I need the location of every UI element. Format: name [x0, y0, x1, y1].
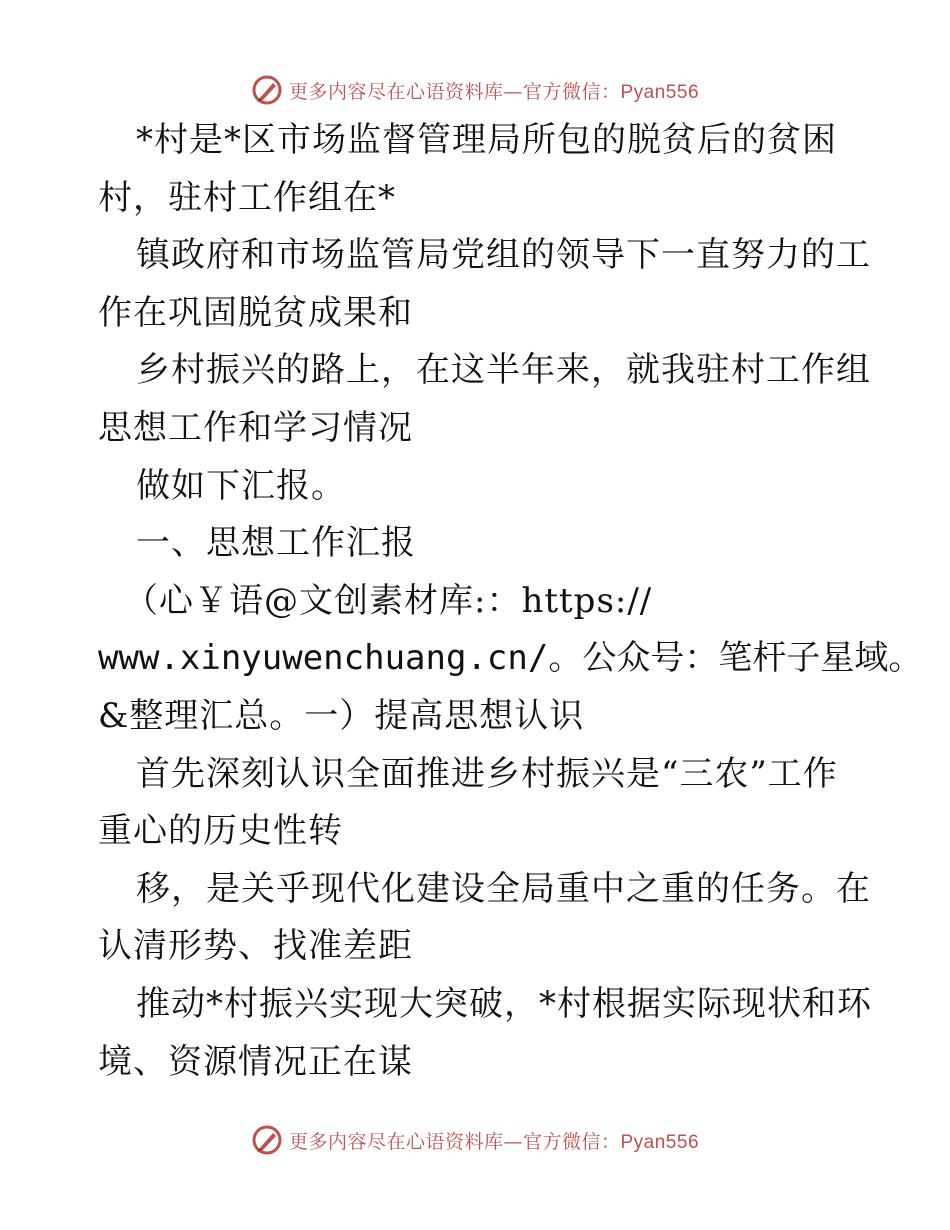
footer-banner	[0, 1120, 950, 1160]
header-banner-text: 更多内容尽在心语资料库—官方微信：Pyan556	[288, 80, 700, 103]
footer-wechat-id: Pyan556	[620, 1131, 700, 1153]
body-line: 作在巩固脱贫成果和	[98, 292, 413, 333]
body-line: 首先深刻认识全面推进乡村振兴是“三农”工作	[136, 753, 838, 794]
body-line: 移，是关乎现代化建设全局重中之重的任务。在	[136, 868, 871, 909]
body-line: 推动*村振兴实现大突破，*村根据实际现状和环	[136, 983, 872, 1024]
body-line: 镇政府和市场监管局党组的领导下一直努力的工	[136, 235, 871, 276]
body-line: 村，驻村工作组在*	[98, 177, 396, 218]
quill-pen-logo-icon	[251, 74, 283, 106]
body-line: （心￥语@文创素材库:：https://	[124, 580, 653, 621]
body-line: *村是*区市场监督管理局所包的脱贫后的贫困	[136, 120, 837, 160]
document-body	[98, 112, 923, 1091]
body-line: 思想工作和学习情况	[98, 407, 413, 448]
body-line: 境、资源情况正在谋	[98, 1041, 413, 1082]
section-heading: 一、思想工作汇报	[136, 523, 416, 564]
body-line: 认清形势、找准差距	[98, 926, 413, 967]
quill-pen-logo-icon	[251, 1124, 283, 1156]
header-banner	[0, 70, 950, 110]
body-line: 做如下汇报。	[136, 465, 346, 506]
footer-banner-text: 更多内容尽在心语资料库—官方微信：Pyan556	[288, 1130, 700, 1153]
body-line: &整理汇总。一）提高思想认识	[98, 695, 585, 736]
body-line: www.xinyuwenchuang.cn/。公众号：笔杆子星域。	[98, 638, 923, 679]
body-line: 乡村振兴的路上，在这半年来，就我驻村工作组	[136, 350, 871, 391]
header-wechat-id: Pyan556	[620, 81, 700, 103]
body-line: 重心的历史性转	[98, 811, 343, 852]
